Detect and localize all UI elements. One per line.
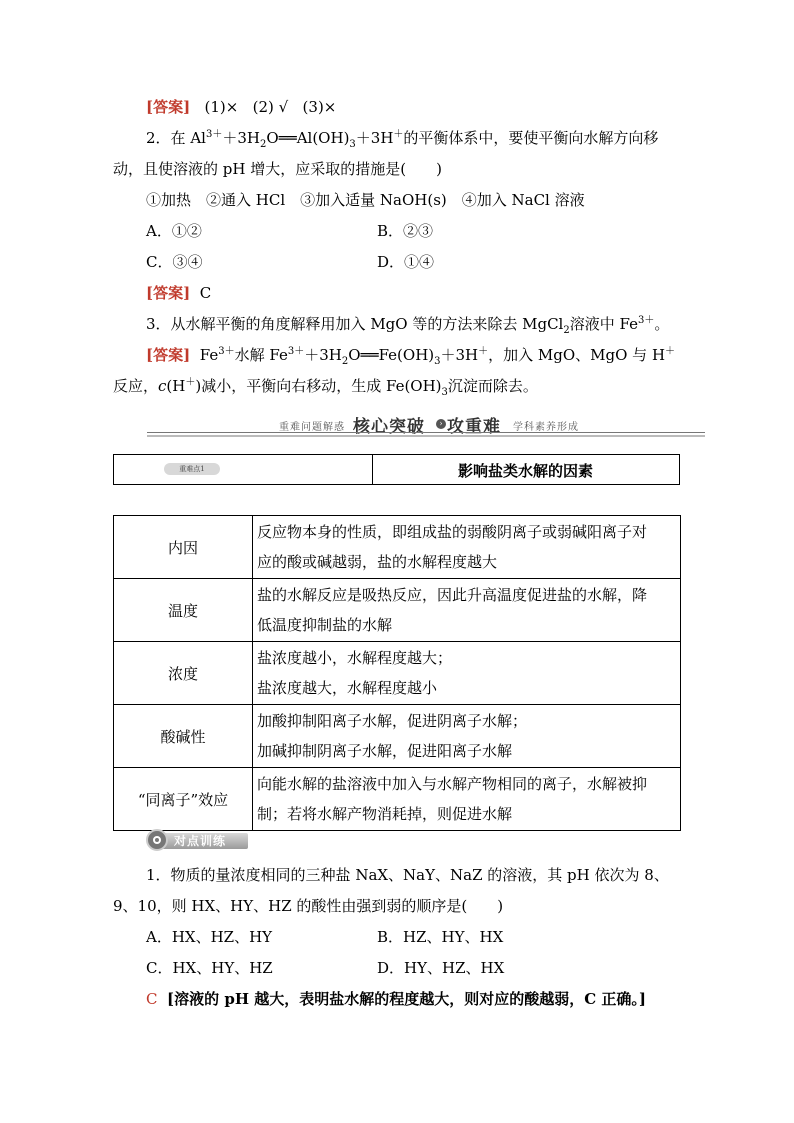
q3-text: 溶液中 Fe [569, 315, 638, 333]
q3-answer-text: 水解 Fe [234, 346, 288, 364]
factor-name: 浓度 [114, 642, 253, 705]
q2-options: ①加热 ②通入 HCl ③加入适量 NaOH(s) ④加入 NaCl 溶液 [146, 191, 585, 209]
superscript: ＋ [393, 129, 404, 140]
q1-answer-line [146, 97, 336, 117]
q3-question [146, 314, 669, 334]
superscript: 3＋ [205, 129, 223, 140]
q1-answer-3: (3)× [302, 98, 337, 116]
q2-text: 在 Al [170, 129, 206, 147]
banner-right-text: 学科素养形成 [513, 422, 579, 433]
subscript: 2 [259, 139, 267, 150]
description-line: 制；若将水解产物消耗掉，则促进水解 [257, 805, 513, 823]
q2-text: 的平衡体系中，要使平衡向水解方向移 [403, 129, 659, 147]
superscript: 3＋ [218, 346, 235, 357]
table-row [114, 705, 681, 768]
q2-text: ＋3H [222, 129, 260, 147]
factor-description [253, 705, 681, 768]
q1-answer-1: (1)× [204, 98, 239, 116]
answer-tag: [答案] [146, 346, 191, 364]
p1-choice-a: A．HX、HZ、HY [146, 928, 273, 946]
q3-answer-line2 [113, 376, 538, 396]
equilibrium-arrow-icon: ══ [278, 129, 297, 147]
q3-answer-text: c [158, 377, 167, 395]
description-line: 反应物本身的性质，即组成盐的弱酸阴离子或弱碱阳离子对 [257, 523, 648, 541]
factor-name: 酸碱性 [114, 705, 253, 768]
p1-choice-d: D．HY、HZ、HX [377, 959, 505, 977]
subscript: 3 [441, 387, 448, 398]
subscript: 3 [349, 139, 356, 150]
q3-answer-text: Fe(OH) [378, 346, 435, 364]
superscript: ＋ [478, 346, 489, 357]
description-line: 盐浓度越小，水解程度越大； [257, 649, 453, 667]
description-line: 盐的水解反应是吸热反应，因此升高温度促进盐的水解，降 [257, 586, 648, 604]
banner-title-b: 攻重难 [447, 417, 501, 437]
q3-answer-text: 反应， [113, 377, 159, 395]
factor-description [253, 516, 681, 579]
superscript: ＋ [185, 377, 196, 388]
factor-description [253, 642, 681, 705]
answer-tag: [答案] [146, 284, 191, 302]
factor-description [253, 579, 681, 642]
arrow-icon: › [436, 419, 446, 429]
banner-left-text: 重难问题解惑 [279, 422, 345, 433]
superscript: 3＋ [637, 315, 655, 326]
banner-divider-shadow [147, 435, 705, 437]
q2-text: ＋3H [355, 129, 394, 147]
q3-number: 3． [146, 315, 171, 333]
factor-description [253, 768, 681, 831]
q3-text: 从水解平衡的角度解释用加入 MgO 等的方法来除去 MgCl [170, 315, 564, 333]
description-line: 低温度抑制盐的水解 [257, 616, 393, 634]
q3-answer-text: )减小，平衡向右移动，生成 Fe(OH) [195, 377, 442, 395]
key-point-tag: 重难点1 [164, 463, 220, 475]
factor-name: 温度 [114, 579, 253, 642]
superscript: 3＋ [287, 346, 305, 357]
p1-choice-c: C．HX、HY、HZ [146, 959, 273, 977]
q3-answer-text: ，加入 MgO、MgO 与 H [488, 346, 666, 364]
target-icon [146, 829, 168, 851]
table-row [114, 579, 681, 642]
q2-choice-b: B．②③ [377, 222, 434, 240]
q3-answer-text: (H [166, 377, 186, 395]
q2-line1 [146, 128, 658, 148]
description-line: 向能水解的盐溶液中加入与水解产物相同的离子，水解被抑 [257, 775, 648, 793]
p1-answer-letter: C [146, 990, 158, 1008]
p1-answer-line [146, 989, 646, 1009]
banner-divider [147, 432, 705, 433]
q2-choice-c: C．③④ [146, 253, 203, 271]
p1-choice-b: B．HZ、HY、HX [377, 928, 504, 946]
factors-table [113, 515, 681, 831]
banner-title-a: 核心突破 [353, 417, 425, 437]
table-row [114, 642, 681, 705]
q2-text: Al(OH) [296, 129, 350, 147]
factor-name: “同离子”效应 [114, 768, 253, 831]
q2-number: 2． [146, 129, 171, 147]
q2-answer: C [199, 284, 212, 302]
q2-choice-a: A．①② [146, 222, 202, 240]
q3-answer-text: ＋3H [440, 346, 479, 364]
q2-line2: 动，且使溶液的 pH 增大，应采取的措施是( ) [113, 160, 442, 178]
table-row [114, 768, 681, 831]
q3-text: 。 [654, 315, 670, 333]
answer-tag: [答案] [146, 98, 191, 116]
q3-answer-text: Fe [199, 346, 219, 364]
practice-label [146, 829, 250, 853]
q3-answer-text: 沉淀而除去。 [447, 377, 538, 395]
practice-label-text: 对点训练 [174, 834, 227, 848]
q3-answer-text: ＋3H [304, 346, 342, 364]
q2-choice-d: D．①④ [377, 253, 435, 271]
p1-explanation: [溶液的 pH 越大，表明盐水解的程度越大，则对应的酸越弱，C 正确。] [167, 990, 646, 1008]
key-point-header [113, 454, 680, 485]
superscript: ＋ [665, 346, 676, 357]
subscript: 2 [563, 325, 570, 336]
p1-line2: 9、10，则 HX、HY、HZ 的酸性由强到弱的顺序是( ) [113, 897, 504, 915]
subscript: 3 [434, 356, 441, 367]
description-line: 加碱抑制阴离子水解，促进阳离子水解 [257, 742, 513, 760]
q3-answer-line1 [146, 345, 675, 365]
p1-line1: 1．物质的量浓度相同的三种盐 NaX、NaY、NaZ 的溶液，其 pH 依次为 8、 [146, 866, 669, 884]
table-row [114, 516, 681, 579]
q2-text: O [266, 129, 279, 147]
q2-answer-line [146, 283, 211, 303]
q3-answer-text: O [348, 346, 361, 364]
description-line: 盐浓度越大，水解程度越小 [257, 679, 438, 697]
description-line: 应的酸或碱越弱，盐的水解程度越大 [257, 553, 498, 571]
subscript: 2 [341, 356, 349, 367]
key-point-title: 影响盐类水解的因素 [457, 462, 593, 480]
equilibrium-arrow-icon: ══ [360, 346, 379, 364]
factor-name: 内因 [114, 516, 253, 579]
q1-answer-2: (2) √ [252, 98, 289, 116]
description-line: 加酸抑制阳离子水解，促进阴离子水解； [257, 712, 528, 730]
